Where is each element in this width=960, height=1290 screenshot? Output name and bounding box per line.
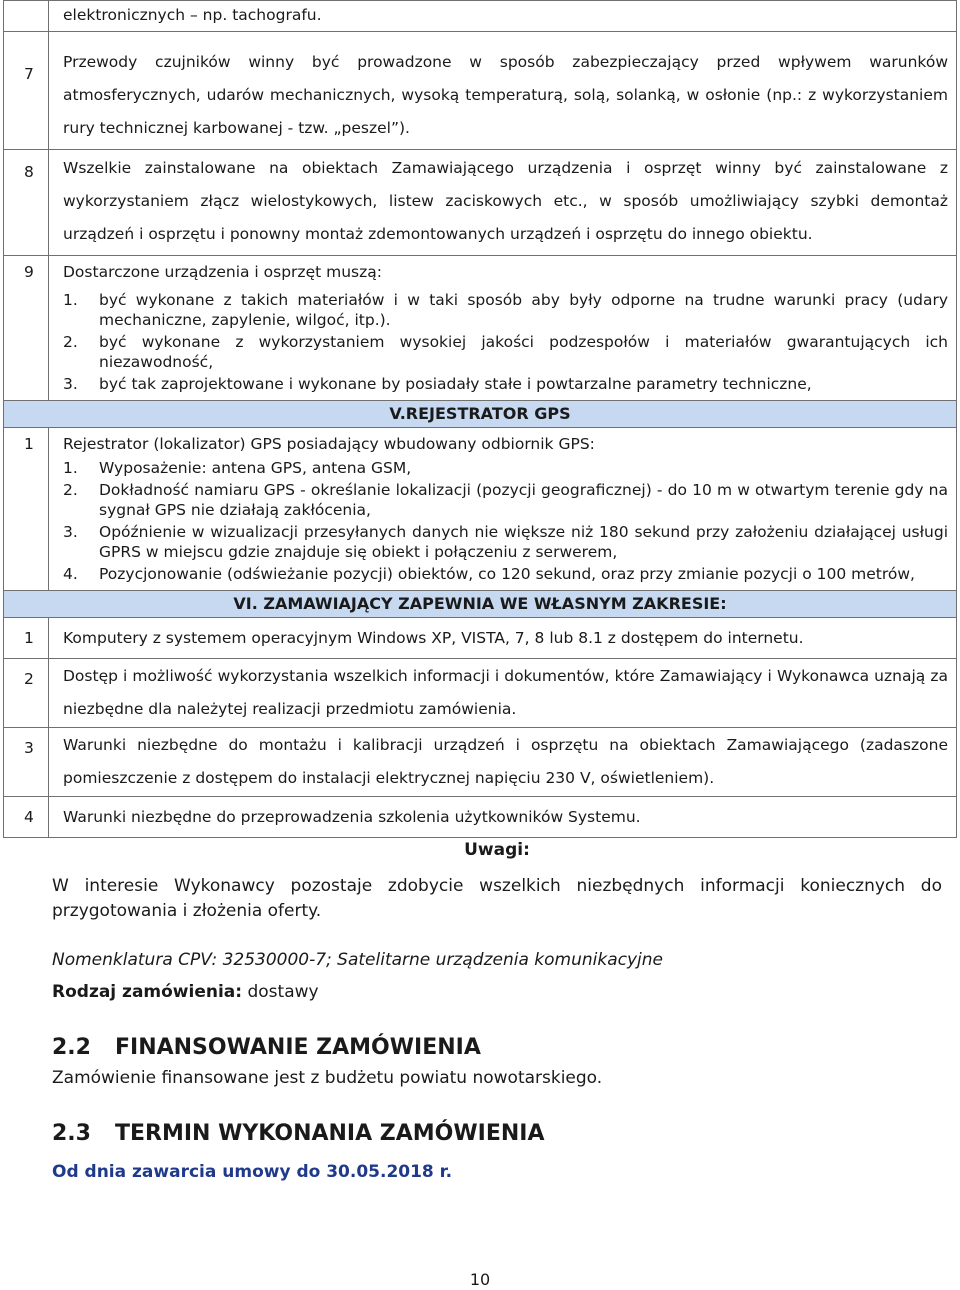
row-number [4, 1, 49, 32]
section-title: V.REJESTRATOR GPS [4, 401, 957, 428]
notes-title: Uwagi: [464, 840, 530, 860]
row-text: Warunki niezbędne do przeprowadzenia szkolenia użytkowników Systemu. [49, 797, 957, 838]
row-text: Warunki niezbędne do montażu i kalibracji urządzeń i osprzętu na obiektach Zamawiającego (zadaszone pomieszczenie z dostępem do instalacji elektrycznej napięciu 230 V, oświetleniem). [49, 728, 957, 797]
financing-text: Zamówienie finansowane jest z budżetu powiatu nowotarskiego. [52, 1068, 603, 1088]
row-text: Komputery z systemem operacyjnym Windows XP, VISTA, 7, 8 lub 8.1 z dostępem do internetu. [49, 618, 957, 659]
sub-list [63, 290, 948, 394]
page-number: 10 [469, 1270, 491, 1289]
section-title: VI. ZAMAWIAJĄCY ZAPEWNIA WE WŁASNYM ZAKRESIE: [4, 591, 957, 618]
table-row [4, 618, 957, 659]
order-type-value: dostawy [242, 982, 319, 1002]
row-text: Dostęp i możliwość wykorzystania wszelkich informacji i dokumentów, które Zamawiający i Wykonawca uznają za niezbędne dla należytej realizacji przedmiotu zamówienia. [49, 659, 957, 728]
row-text: Przewody czujników winny być prowadzone w sposób zabezpieczający przed wpływem warunków atmosferycznych, udarów mechanicznych, wysoką temperaturą, solą, solanką, w osłonie (np.: z wykorzystaniem rury technicznej karbowanej - tzw. „peszel”). [49, 32, 957, 150]
row-number: 8 [4, 150, 49, 256]
row-number: 1 [4, 618, 49, 659]
section-heading-deadline: 2.3 TERMIN WYKONANIA ZAMÓWIENIA [52, 1121, 545, 1146]
row-number: 9 [4, 256, 49, 401]
table-row [4, 659, 957, 728]
row-number: 4 [4, 797, 49, 838]
row-number: 3 [4, 728, 49, 797]
list-item: 3. Opóźnienie w wizualizacji przesyłanych danych nie większe niż 180 sekund przy założeniu działającej usługi GPRS w miejscu gdzie znajduje się obiekt i połączeniu z serwerem, [63, 523, 948, 561]
table-row [4, 797, 957, 838]
section-header-row [4, 401, 957, 428]
list-item: 2. być wykonane z wykorzystaniem wysokiej jakości podzespołów i materiałów gwarantujących ich niezawodność, [63, 333, 948, 371]
section-header-row [4, 591, 957, 618]
sub-list [63, 458, 948, 584]
deadline-text: Od dnia zawarcia umowy do 30.05.2018 r. [52, 1162, 453, 1182]
list-item: 1. Wyposażenie: antena GPS, antena GSM, [63, 459, 412, 477]
order-type-label: Rodzaj zamówienia: [52, 982, 243, 1002]
table-row [4, 150, 957, 256]
row-text [49, 256, 957, 401]
table-row [4, 1, 957, 32]
list-item: 2. Dokładność namiaru GPS - określanie lokalizacji (pozycji geograficznej) - do 10 m w otwartym terenie gdy na sygnał GPS nie działają zakłócenia, [63, 481, 948, 519]
cpv-line: Nomenklatura CPV: 32530000-7; Satelitarne urządzenia komunikacyjne [52, 950, 663, 970]
row-text: Wszelkie zainstalowane na obiektach Zamawiającego urządzenia i osprzęt winny być zainstalowane z wykorzystaniem złącz wielostykowych, listew zaciskowych etc., w sposób umożliwiający szybki demontaż urządzeń i osprzętu i ponowny montaż zdemontowanych urządzeń i osprzętu do innego obiektu. [49, 150, 957, 256]
notes-section [52, 840, 942, 1182]
row-heading: Dostarczone urządzenia i osprzęt muszą: [63, 263, 382, 281]
row-heading: Rejestrator (lokalizator) GPS posiadający wbudowany odbiornik GPS: [63, 435, 595, 453]
table-row [4, 728, 957, 797]
section-heading-financing: 2.2 FINANSOWANIE ZAMÓWIENIA [52, 1035, 481, 1060]
row-number: 2 [4, 659, 49, 728]
row-text [49, 428, 957, 591]
order-type [52, 982, 942, 1002]
table-row [4, 32, 957, 150]
row-text: elektronicznych – np. tachografu. [49, 1, 957, 32]
list-item: 4. Pozycjonowanie (odświeżanie pozycji) obiektów, co 120 sekund, oraz przy zmianie pozycji o 100 metrów, [63, 565, 915, 583]
requirements-table [3, 0, 957, 838]
notes-paragraph: W interesie Wykonawcy pozostaje zdobycie wszelkich niezbędnych informacji koniecznych do przygotowania i złożenia oferty. [52, 876, 942, 921]
row-number: 1 [4, 428, 49, 591]
row-number: 7 [4, 32, 49, 150]
list-item: 1. być wykonane z takich materiałów i w taki sposób aby były odporne na trudne warunki pracy (udary mechaniczne, zapylenie, wilgoć, itp.). [63, 291, 948, 329]
table-row [4, 428, 957, 591]
table-row [4, 256, 957, 401]
list-item: 3. być tak zaprojektowane i wykonane by posiadały stałe i powtarzalne parametry techniczne, [63, 375, 812, 393]
